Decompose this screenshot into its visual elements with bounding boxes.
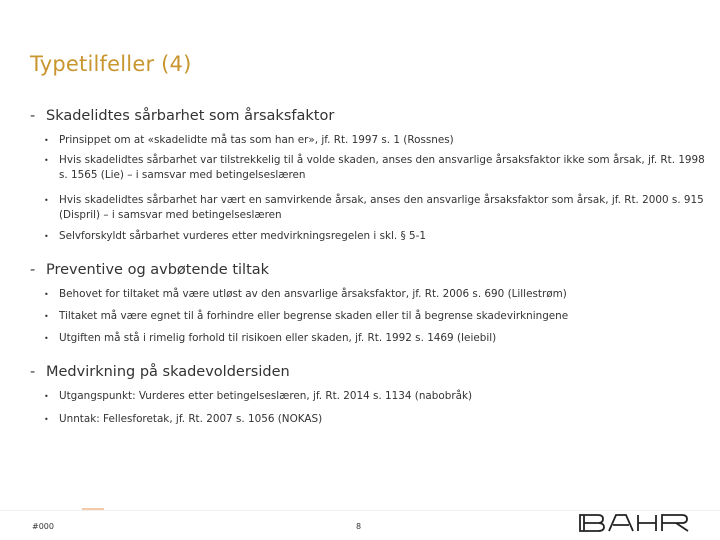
- section-heading-text: Preventive og avbøtende tiltak: [46, 262, 270, 278]
- list-item-text: Utgangspunkt: Vurderes etter betingelseslæren, jf. Rt. 2014 s. 1134 (nabobråk): [59, 390, 473, 402]
- bullet-icon: •: [44, 312, 49, 321]
- footer-divider: [0, 510, 720, 511]
- list-item: [44, 193, 709, 223]
- list-item-text: Hvis skadelidtes sårbarhet var tilstrekkelig til å volde skaden, anses den ansvarlige årsaksfaktor ikke som årsak, jf. Rt. 1998 s. 1565 (Lie) – i samsvar med betingelseslæren: [59, 154, 705, 181]
- bullet-icon: •: [44, 136, 49, 145]
- section-heading: [30, 364, 290, 380]
- footer-accent-bar: [82, 508, 104, 510]
- page-number: 8: [356, 522, 362, 531]
- section-heading-text: Medvirkning på skadevoldersiden: [46, 364, 290, 380]
- dash-marker: -: [30, 364, 36, 380]
- section-heading: [30, 262, 269, 278]
- bullet-icon: •: [44, 290, 49, 299]
- list-item: [44, 309, 709, 324]
- list-item-text: Selvforskyldt sårbarhet vurderes etter medvirkningsregelen i skl. § 5-1: [59, 230, 426, 242]
- bullet-icon: •: [44, 392, 49, 401]
- list-item-text: Prinsippet om at «skadelidte må tas som han er», jf. Rt. 1997 s. 1 (Rossnes): [59, 134, 454, 146]
- dash-marker: -: [30, 262, 36, 278]
- bullet-icon: •: [44, 415, 49, 424]
- list-item-text: Hvis skadelidtes sårbarhet har vært en samvirkende årsak, anses den ansvarlige årsaksfaktor som årsak, jf. Rt. 2000 s. 915 (Dispril) – i samsvar med betingelseslæren: [59, 194, 704, 221]
- bahr-logo: [578, 514, 690, 532]
- list-item: [44, 287, 709, 302]
- bahr-logo-mark: [580, 515, 688, 531]
- list-item: [44, 331, 709, 346]
- list-item-text: Tiltaket må være egnet til å forhindre eller begrense skaden eller til å begrense skadevirkningene: [59, 310, 569, 322]
- list-item: [44, 389, 709, 404]
- section-heading: [30, 108, 334, 124]
- bullet-icon: •: [44, 334, 49, 343]
- bullet-icon: •: [44, 156, 49, 165]
- list-item-text: Unntak: Fellesforetak, jf. Rt. 2007 s. 1056 (NOKAS): [59, 413, 323, 425]
- list-item: [44, 153, 709, 183]
- list-item-text: Behovet for tiltaket må være utløst av den ansvarlige årsaksfaktor, jf. Rt. 2006 s. 690 (Lillestrøm): [59, 288, 567, 300]
- slide-title: Typetilfeller (4): [30, 52, 192, 76]
- list-item-text: Utgiften må stå i rimelig forhold til risikoen eller skaden, jf. Rt. 1992 s. 1469 (Ieiebil): [59, 332, 497, 344]
- bullet-icon: •: [44, 232, 49, 241]
- footer-reference: #000: [32, 522, 54, 531]
- list-item: [44, 412, 709, 427]
- list-item: [44, 229, 709, 244]
- section-heading-text: Skadelidtes sårbarhet som årsaksfaktor: [46, 108, 335, 124]
- dash-marker: -: [30, 108, 36, 124]
- bullet-icon: •: [44, 196, 49, 205]
- list-item: [44, 133, 709, 148]
